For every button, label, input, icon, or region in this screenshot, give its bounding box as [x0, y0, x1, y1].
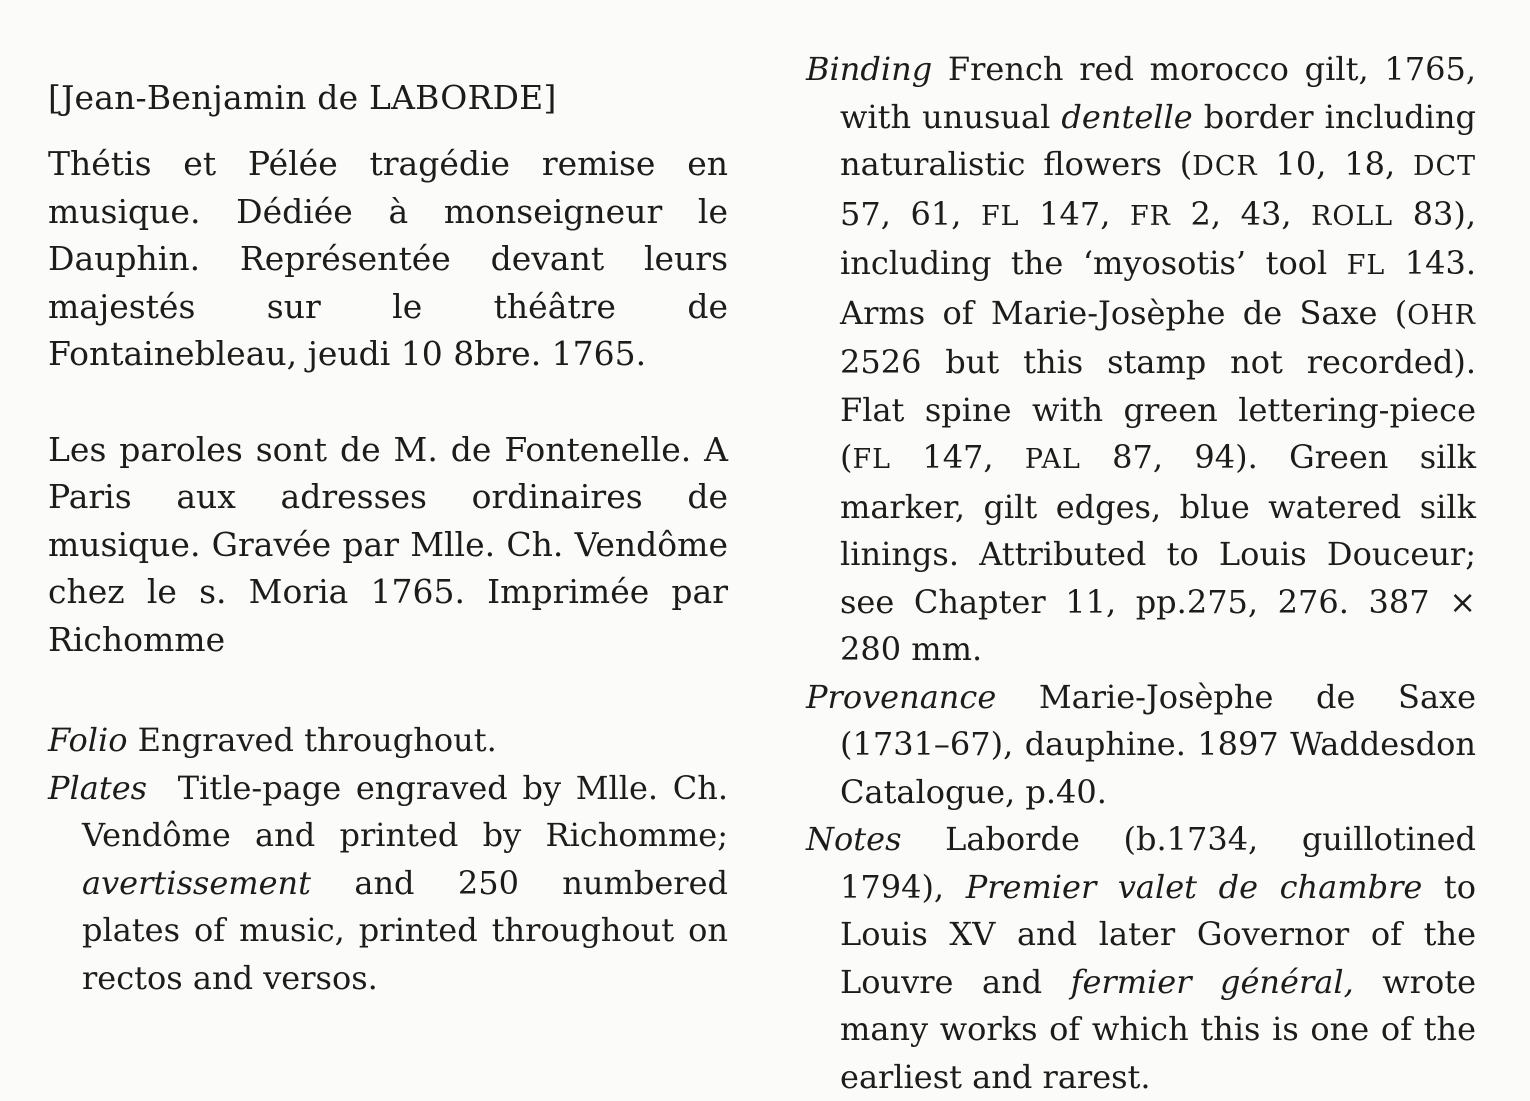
- collation-entries: [48, 717, 728, 1002]
- binding-text-1: French red morocco gilt, 1765, with unusual: [840, 50, 1477, 136]
- binding-text-5: 147,: [1039, 194, 1111, 233]
- folio-label: Folio: [48, 721, 128, 759]
- ref-dcr: DCR: [1192, 151, 1258, 182]
- author-heading: [Jean-Benjamin de LABORDE]: [48, 78, 557, 117]
- right-column: [806, 46, 1476, 1101]
- ref-fl-1: FL: [981, 200, 1020, 232]
- binding-label: Binding: [806, 50, 933, 88]
- notes-text-3: wrote many works of which this is one of the earliest and rarest.: [840, 962, 1476, 1096]
- plates-text-2: and 250 numbered plates of music, printed throughout on rectos and versos.: [82, 863, 728, 997]
- binding-text-3: 10, 18,: [1275, 145, 1396, 183]
- left-column: [48, 74, 728, 1002]
- ref-ohr: OHR: [1407, 299, 1476, 331]
- binding-text-8: 143. Arms of Marie-Josèphe de Saxe (: [840, 244, 1477, 332]
- provenance-text: Marie-Josèphe de Saxe (1731–67), dauphine. 1897 Waddesdon Catalogue, p.40.: [840, 677, 1477, 811]
- notes-label: Notes: [806, 820, 902, 858]
- notes-text-2: to Louis XV and later Governor of the Louvre and: [840, 867, 1477, 1001]
- binding-text-11: 87, 94). Green silk marker, gilt edges, blue watered silk linings. Attributed to Louis Douceur; see Chapter 11, pp.275, 276. 387 × 280 mm.: [840, 438, 1477, 668]
- binding-text-9: 2526 but this stamp not recorded). Flat spine with green lettering-piece (: [840, 343, 1476, 476]
- binding-text-6: 2, 43,: [1190, 194, 1292, 233]
- ref-roll: ROLL: [1311, 200, 1394, 232]
- plates-label: Plates: [48, 768, 148, 807]
- provenance-entry: [806, 674, 1476, 817]
- notes-italic-2: fermier général,: [1070, 962, 1354, 1001]
- notes-entry: [806, 816, 1476, 1101]
- imprint-text: Les paroles sont de M. de Fontenelle. A Paris aux adresses ordinaires de musique. Gravée par Mlle. Ch. Vendôme chez le s. Moria 1765. Imprimée par Richomme: [48, 429, 728, 659]
- plates-text-1: Title-page engraved by Mlle. Ch. Vendôme and printed by Richomme;: [82, 768, 729, 854]
- binding-text-4: 57, 61,: [840, 194, 962, 233]
- folio-entry: [48, 717, 728, 765]
- ref-fl-2: FL: [1346, 250, 1386, 281]
- ref-dct: DCT: [1413, 151, 1477, 182]
- notes-text-1: Laborde (b.1734, guillotined 1794),: [840, 820, 1476, 906]
- ref-pal: PAL: [1024, 444, 1081, 475]
- folio-text: Engraved throughout.: [137, 721, 497, 759]
- provenance-label: Provenance: [806, 677, 997, 716]
- binding-italic: dentelle: [1061, 97, 1193, 136]
- notes-italic-1: Premier valet de chambre: [965, 867, 1423, 906]
- ref-fr: FR: [1129, 200, 1171, 232]
- binding-entry: [806, 46, 1476, 674]
- binding-text-2: border including naturalistic flowers (: [840, 97, 1476, 183]
- plates-italic: avertissement: [82, 863, 312, 902]
- binding-text-10: 147,: [922, 438, 994, 476]
- plates-entry: [48, 765, 728, 1003]
- book-title: Thétis et Pélée tragédie remise en musique. Dédiée à monseigneur le Dauphin. Représentée devant leurs majestés sur le théâtre de Fontainebleau, jeudi 10 8bre. 1765.: [48, 144, 728, 373]
- ref-fl-3: FL: [852, 444, 891, 475]
- binding-text-7: 83), including the ‘myosotis’ tool: [840, 194, 1477, 282]
